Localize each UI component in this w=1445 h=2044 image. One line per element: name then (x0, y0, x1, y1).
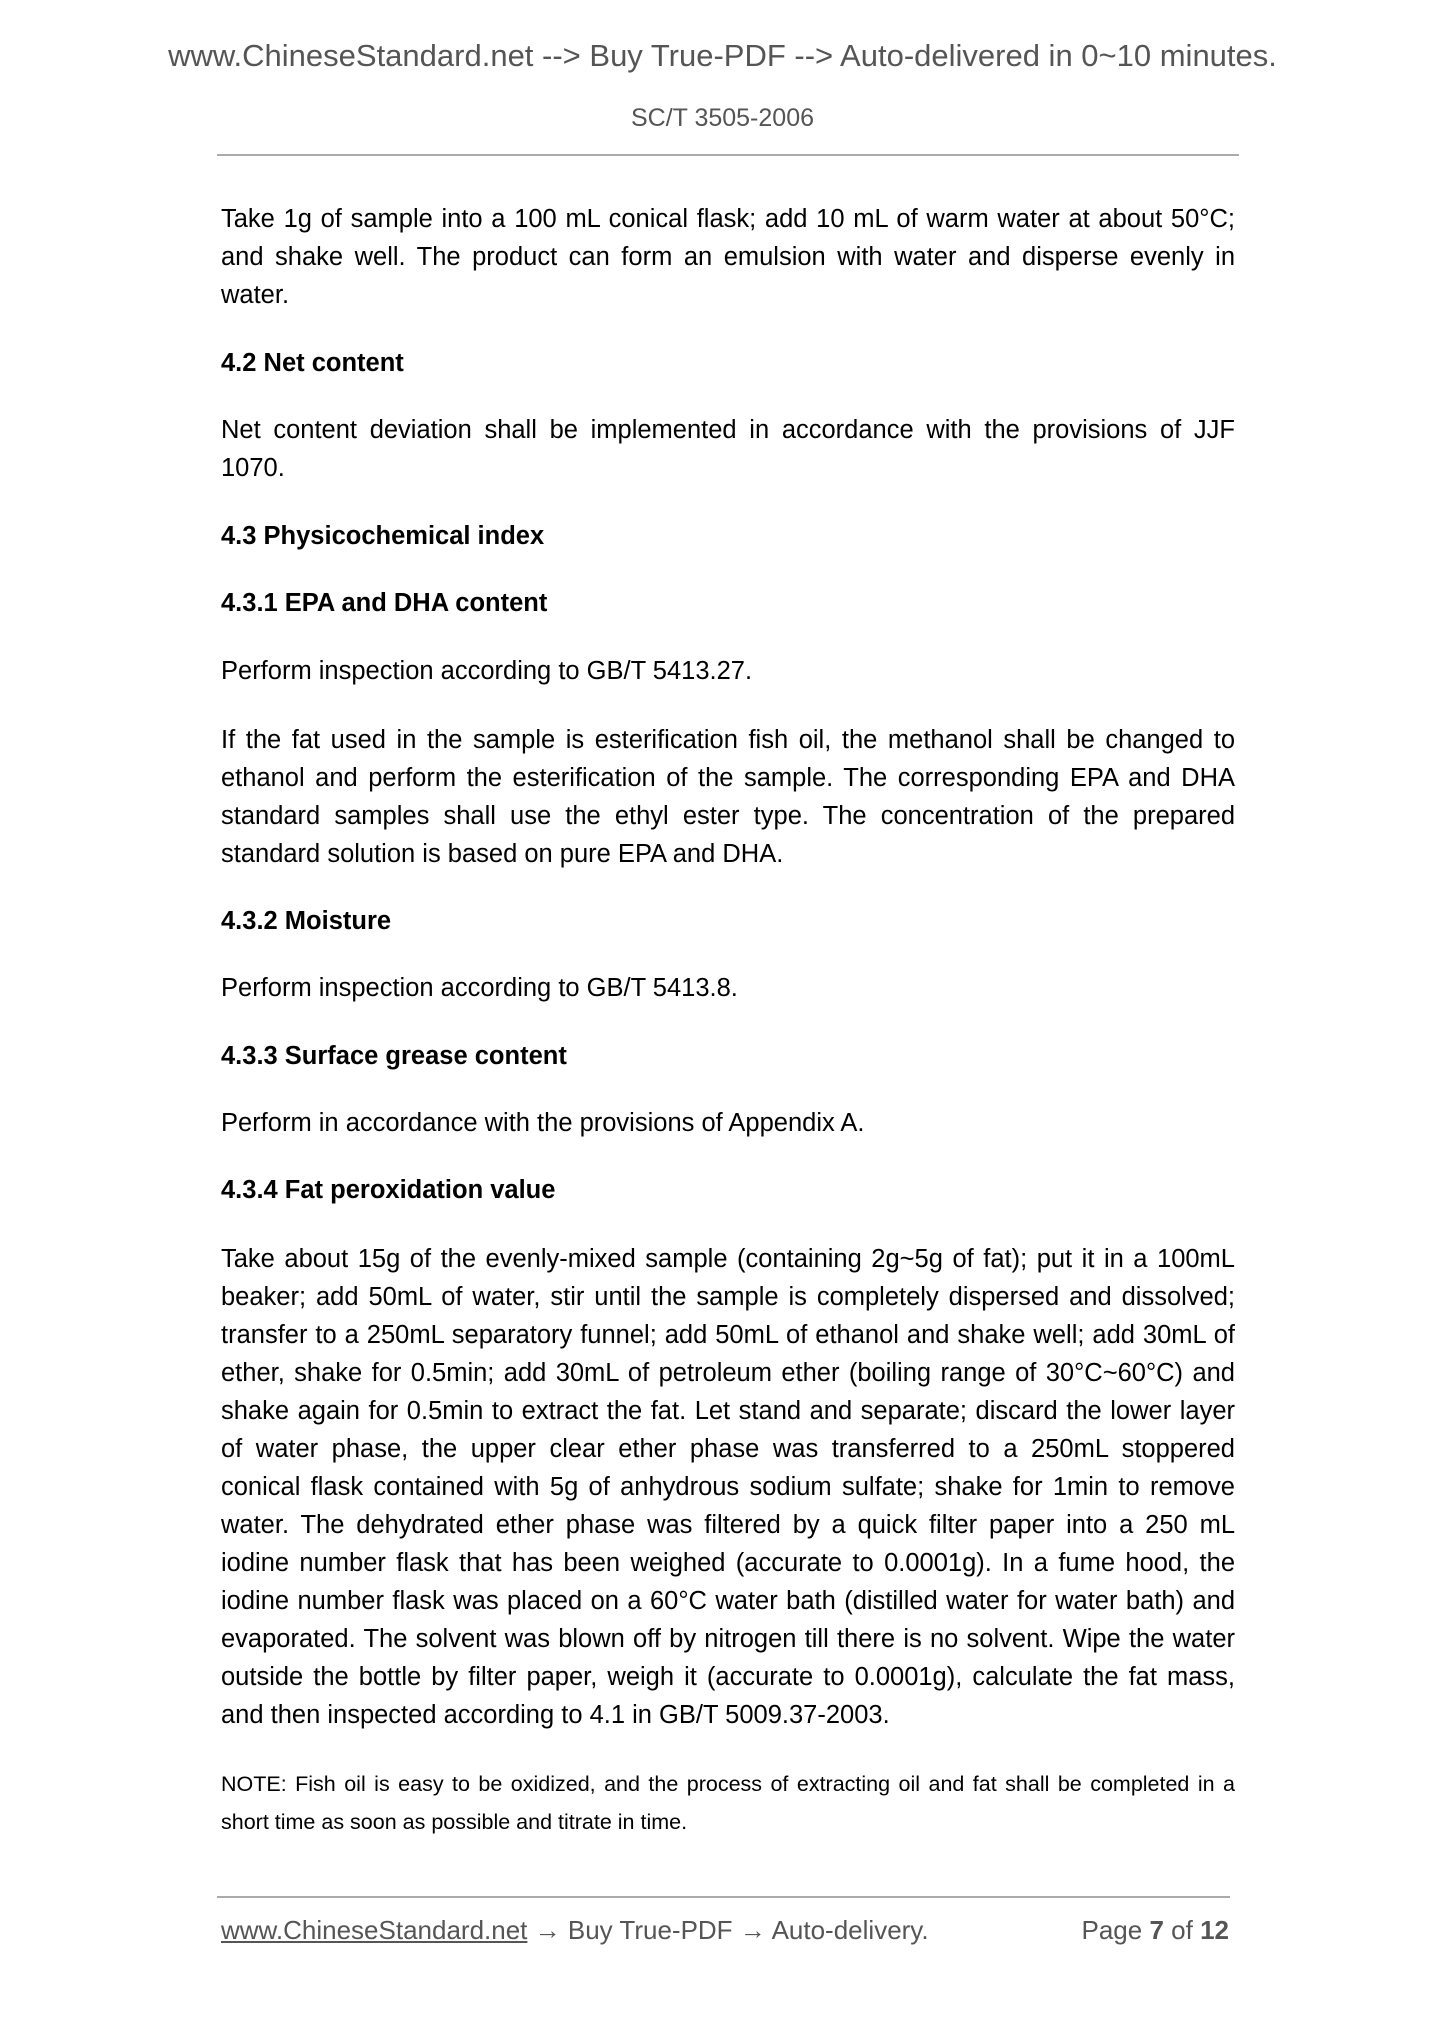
section-heading: 4.3 Physicochemical index (221, 522, 545, 550)
paragraph: Net content deviation shall be implemented in accordance with the provisions of JJF 1070. (221, 416, 1235, 482)
site-banner: www.ChineseStandard.net --> Buy True-PDF --> Auto-delivered in 0~10 minutes. (168, 38, 1277, 73)
section-heading: 4.3.2 Moisture (221, 907, 392, 935)
page-footer (221, 1915, 1229, 1946)
paragraph: Take about 15g of the evenly-mixed sample (containing 2g~5g of fat); put it in a 100mL beaker; add 50mL of water, stir until the sample is completely dispersed and dissolved; transfer to a 250mL separatory funnel; add 50mL of ethanol and shake well; add 30mL of ether, shake for 0.5min; add 30mL of petroleum ether (boiling range of 30°C~60°C) and shake again for 0.5min to extract the fat. Let stand and separate; discard the lower layer of water phase, the upper clear ether phase was transferred to a 250mL stoppered conical flask contained with 5g of anhydrous sodium sulfate; shake for 1min to remove water. The dehydrated ether phase was filtered by a quick filter paper into a 250 mL iodine number flask that has been weighed (accurate to 0.0001g). In a fume hood, the iodine number flask was placed on a 60°C water bath (distilled water for water bath) and evaporated. The solvent was blown off by nitrogen till there is no solvent. Wipe the water outside the bottle by filter paper, weigh it (accurate to 0.0001g), calculate the fat mass, and then inspected according to 4.1 in GB/T 5009.37-2003. (221, 1245, 1235, 1729)
header-divider (217, 154, 1239, 156)
section-heading: 4.2 Net content (221, 349, 404, 377)
page-current: 7 (1149, 1915, 1164, 1945)
document-code: SC/T 3505-2006 (631, 104, 814, 132)
page-total: 12 (1200, 1915, 1229, 1945)
footer-divider (217, 1896, 1230, 1898)
note: NOTE: Fish oil is easy to be oxidized, and the process of extracting oil and fat shall be completed in a short time as soon as possible and titrate in time. (221, 1772, 1235, 1834)
page-of: of (1171, 1915, 1193, 1945)
footer-promo (221, 1915, 929, 1946)
paragraph: Perform inspection according to GB/T 5413.8. (221, 974, 738, 1002)
paragraph: Perform inspection according to GB/T 5413.27. (221, 657, 753, 685)
section-heading: 4.3.4 Fat peroxidation value (221, 1176, 556, 1204)
section-heading: 4.3.1 EPA and DHA content (221, 589, 548, 617)
section-heading: 4.3.3 Surface grease content (221, 1042, 567, 1070)
page-label: Page (1081, 1915, 1143, 1945)
footer-tail: → Buy True-PDF → Auto-delivery. (527, 1915, 929, 1945)
site-link[interactable]: www.ChineseStandard.net (221, 1915, 528, 1945)
page-indicator (1081, 1915, 1229, 1946)
paragraph: Perform in accordance with the provisions of Appendix A. (221, 1109, 865, 1137)
paragraph: If the fat used in the sample is esterification fish oil, the methanol shall be changed to ethanol and perform the esterification of the sample. The corresponding EPA and DHA standard samples shall use the ethyl ester type. The concentration of the prepared standard solution is based on pure EPA and DHA. (221, 726, 1235, 868)
paragraph: Take 1g of sample into a 100 mL conical flask; add 10 mL of warm water at about 50°C; and shake well. The product can form an emulsion with water and disperse evenly in water. (221, 205, 1235, 309)
